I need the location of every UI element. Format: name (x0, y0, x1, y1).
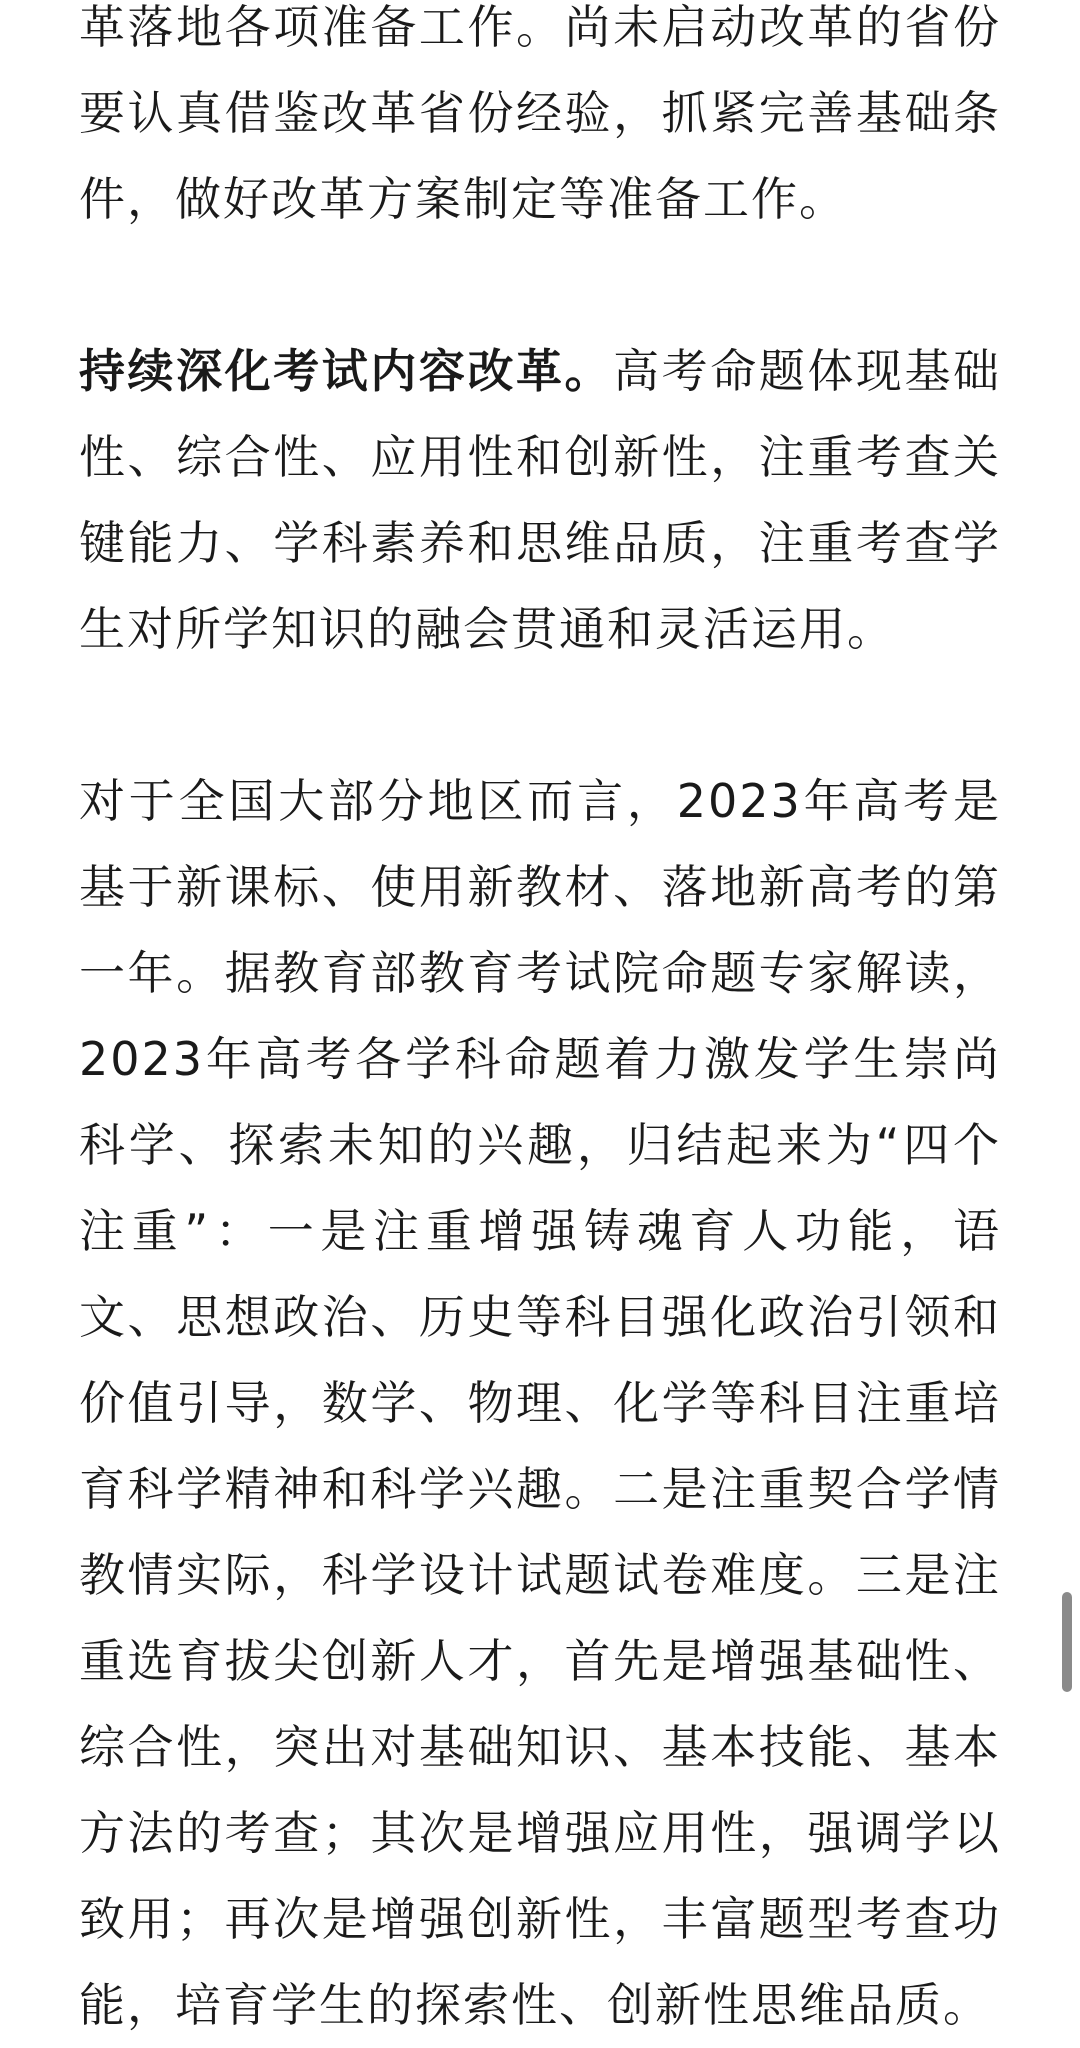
article-body (79, 0, 1001, 2048)
article-paragraph-exam-content-reform (79, 328, 1001, 672)
paragraph-text: 革落地各项准备工作。尚未启动改革的省份要认真借鉴改革省份经验，抓紧完善基础条件，做好改革方案制定等准备工作。 (79, 0, 1001, 226)
vertical-scrollbar[interactable] (1062, 1592, 1072, 1692)
paragraph-text: 高考命题体现基础性、综合性、应用性和创新性，注重考查关键能力、学科素养和思维品质，注重考查学生对所学知识的融会贯通和灵活运用。 (79, 344, 1002, 656)
article-paragraph-reform-preparation (79, 0, 1001, 242)
article-paragraph-four-emphases (79, 758, 1001, 2048)
paragraph-lead-heading: 持续深化考试内容改革。 (79, 344, 614, 398)
paragraph-text: 对于全国大部分地区而言，2023年高考是基于新课标、使用新教材、落地新高考的第一年。据教育部教育考试院命题专家解读，2023年高考各学科命题着力激发学生崇尚科学、探索未知的兴趣，归结起来为“四个注重”：一是注重增强铸魂育人功能，语文、思想政治、历史等科目强化政治引领和价值引导，数学、物理、化学等科目注重培育科学精神和科学兴趣。二是注重契合学情教情实际，科学设计试题试卷难度。三是注重选育拔尖创新人才，首先是增强基础性、综合性，突出对基础知识、基本技能、基本方法的考查；其次是增强应用性，强调学以致用；再次是增强创新性，丰富题型考查功能，培育学生的探索性、创新性思维品质。 (79, 774, 1001, 2032)
